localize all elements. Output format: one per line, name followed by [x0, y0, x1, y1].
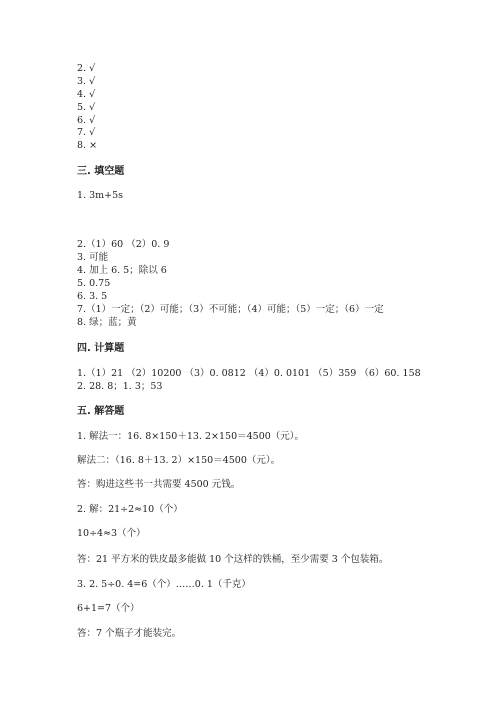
answer-line: 解法二：（16. 8＋13. 2）×150＝4500（元）。: [77, 455, 281, 466]
answer-line: 2. 28. 8；1. 3；53: [77, 381, 163, 392]
answer-line: 3. √: [77, 76, 96, 87]
answer-line: 4. √: [77, 89, 96, 100]
answer-line: 5. 0.75: [77, 278, 111, 289]
answer-line: 3. 可能: [77, 252, 109, 263]
answer-line: 1. 解法一：16. 8×150＋13. 2×150＝4500（元）。: [77, 431, 305, 442]
answer-line: 1. 3m+5s: [77, 190, 124, 201]
section-heading-calculation: 四. 计算题: [77, 343, 125, 354]
answer-line: 3. 2. 5÷0. 4=6（个）……0. 1（千克）: [77, 579, 251, 590]
answer-line: 5. √: [77, 102, 96, 113]
section-heading-fill-blank: 三. 填空题: [77, 166, 125, 177]
answer-line: 4. 加上 6. 5；除以 6: [77, 265, 167, 276]
answer-line: 答：购进这些书一共需要 4500 元钱。: [77, 479, 241, 490]
answer-line: 6+1=7（个）: [77, 603, 140, 614]
answer-line: 8. 绿；蓝；黄: [77, 317, 137, 328]
answer-line: 10÷4≈3（个）: [77, 528, 146, 539]
answer-line: 答：21 平方米的铁皮最多能做 10 个这样的铁桶，至少需要 3 个包装箱。: [77, 554, 389, 565]
answer-line: 2.（1）60 （2）0. 9: [77, 239, 170, 250]
section-heading-solution: 五. 解答题: [77, 406, 125, 417]
answer-line: 8. ×: [77, 140, 98, 151]
answer-line: 2. 解：21÷2≈10（个）: [77, 504, 183, 515]
answer-line: 1.（1）21 （2）10200 （3）0. 0812 （4）0. 0101 （5）359 （6）60. 158: [77, 368, 421, 379]
answer-line: 答：7 个瓶子才能装完。: [77, 628, 182, 639]
answer-line: 7. √: [77, 127, 96, 138]
answer-line: 2. √: [77, 63, 96, 74]
answer-line: 6. √: [77, 115, 96, 126]
answer-line: 6. 3. 5: [77, 291, 108, 302]
answer-line: 7.（1）一定；（2）可能；（3）不可能；（4）可能；（5）一定；（6）一定: [77, 304, 384, 315]
